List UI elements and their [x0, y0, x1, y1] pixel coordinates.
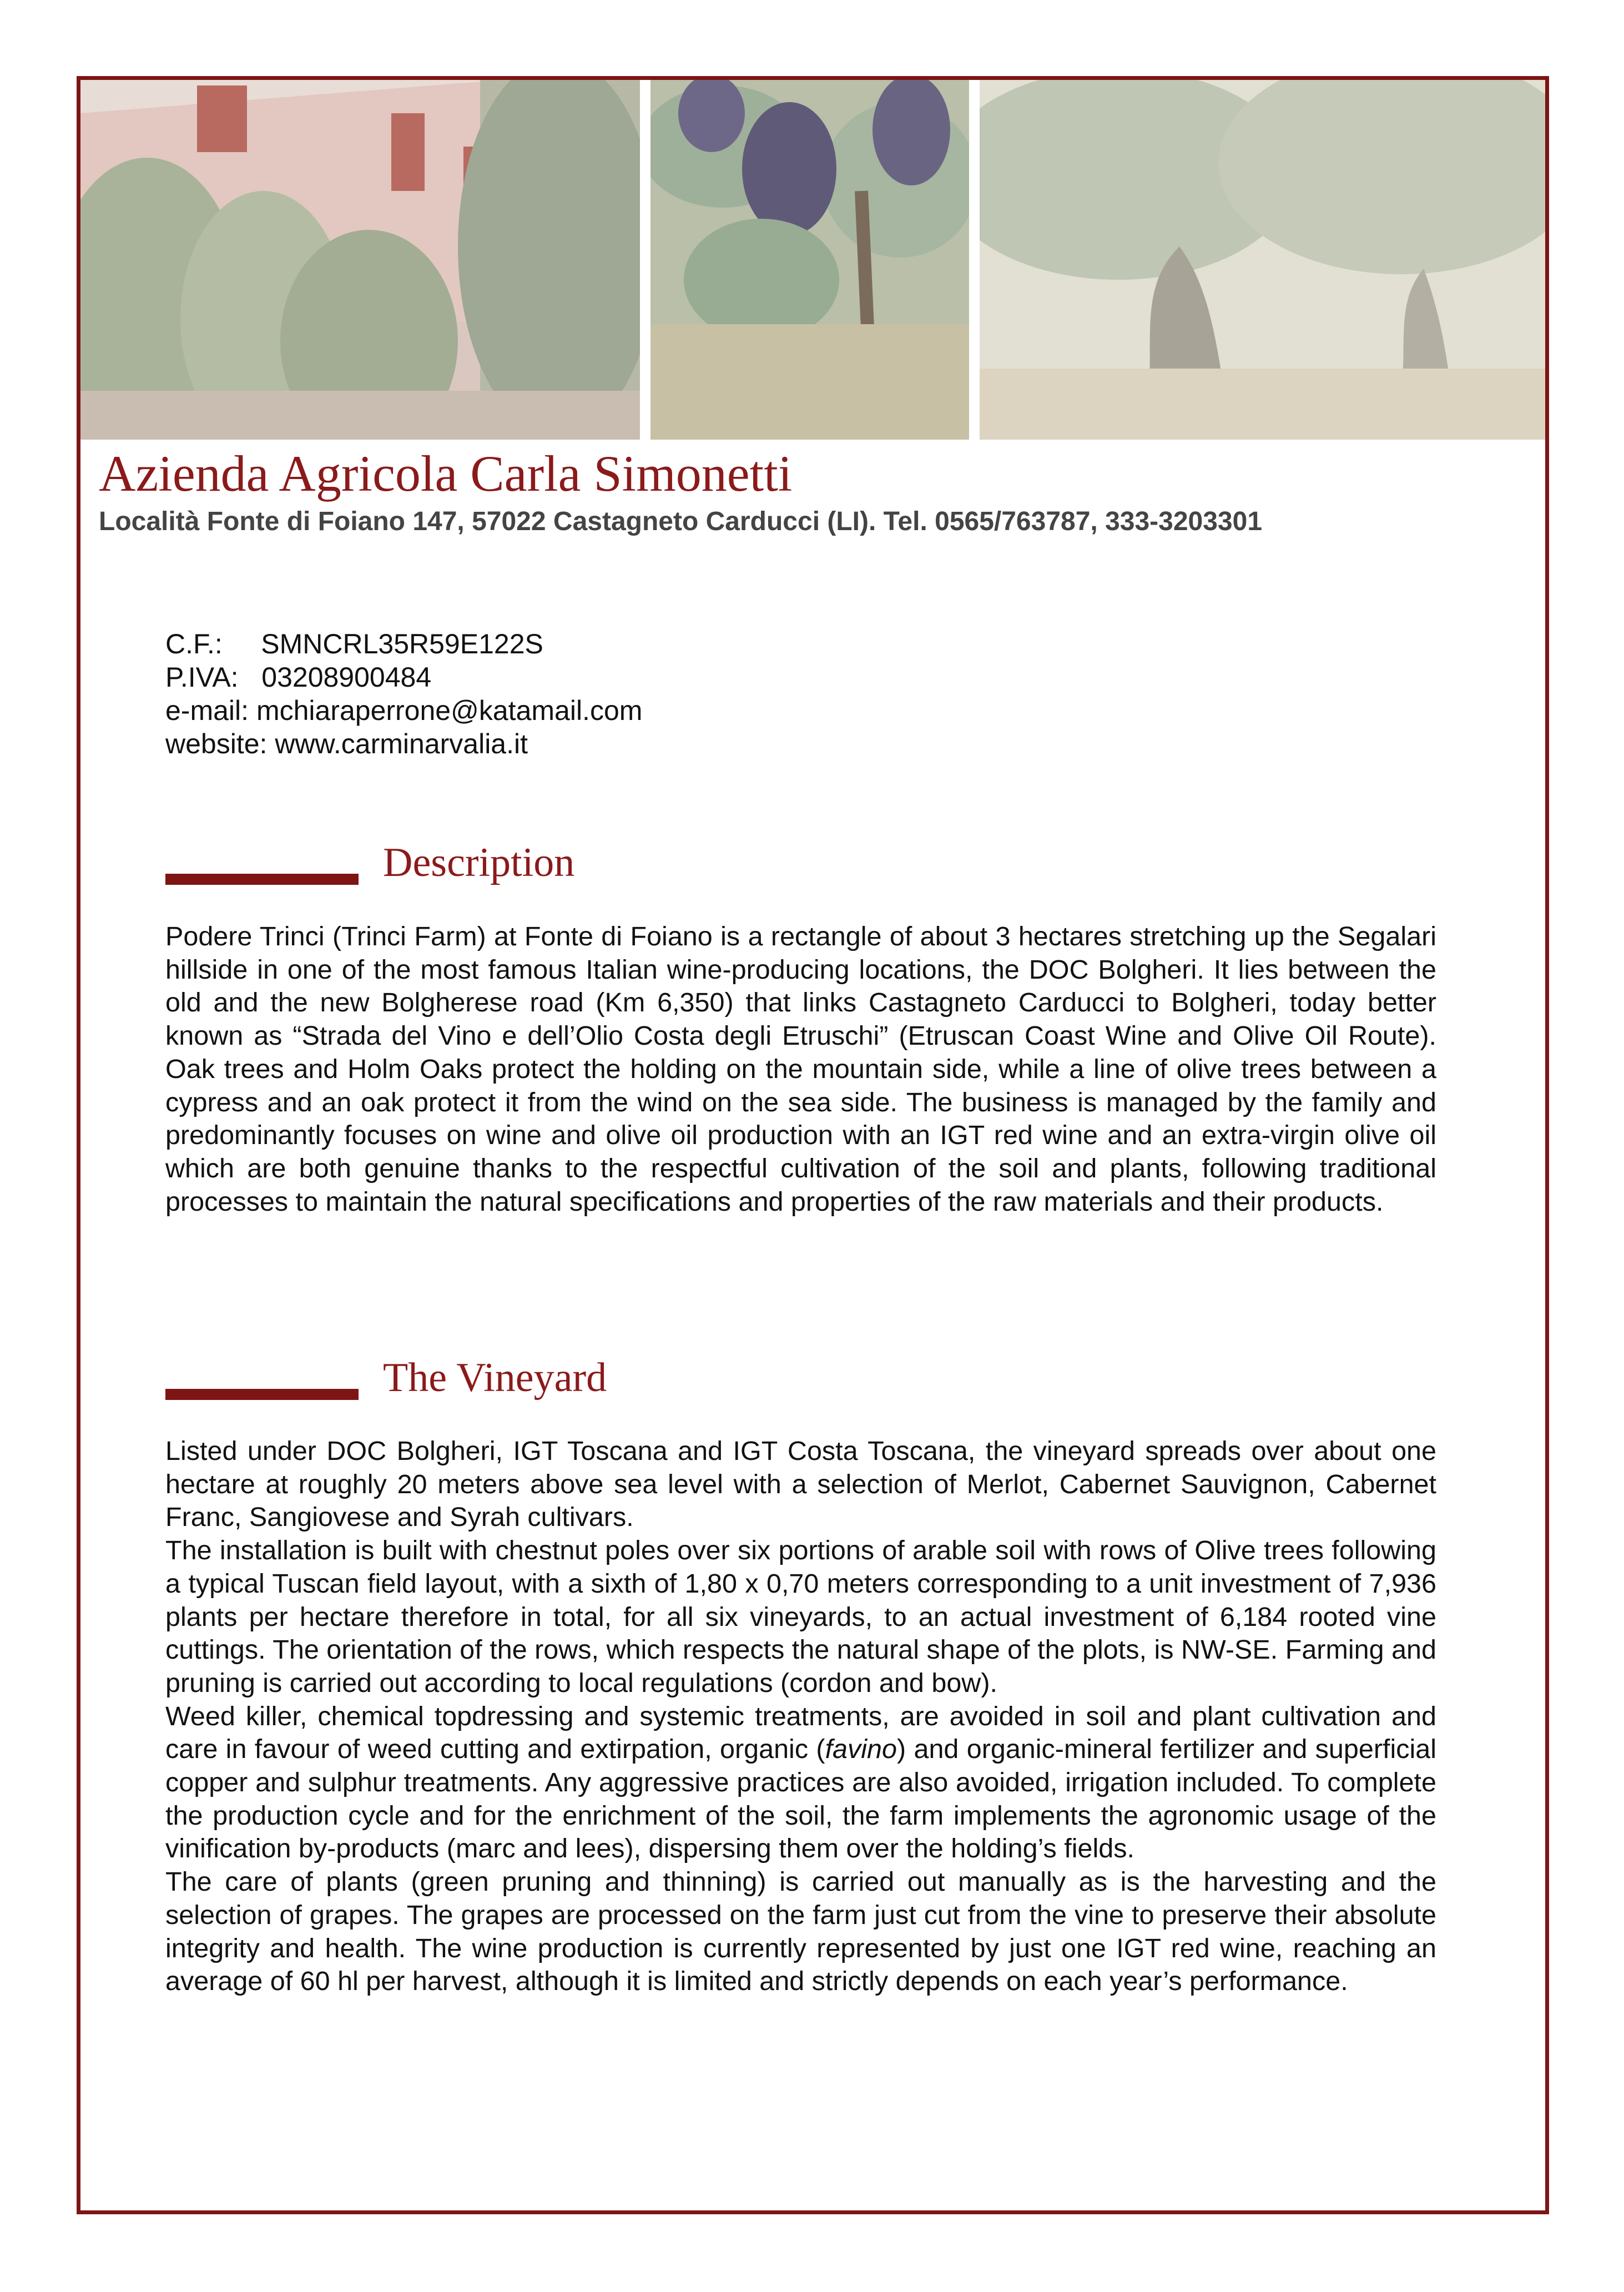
cf-value: SMNCRL35R59E122S	[261, 628, 543, 659]
company-name: Azienda Agricola Carla Simonetti	[99, 445, 793, 502]
description-paragraph: Podere Trinci (Trinci Farm) at Fonte di Foiano is a rectangle of about 3 hectares stretching up the Segalari hillside in one of the most famous Italian wine-producing locations, the DOC Bolgheri. It lies between the old and the new Bolgherese road (Km 6,350) that links Castagneto Carducci to Bolgheri, today better known as “Strada del Vino e dell’Olio Costa degli Etruschi” (Etruscan Coast Wine and Olive Oil Route). Oak trees and Holm Oaks protect the holding on the mountain side, while a line of olive trees between a cypress and an oak protect it from the wind on the sea side. The business is managed by the family and predominantly focuses on wine and olive oil production with an IGT red wine and an extra-virgin olive oil which are both genuine thanks to the respectful cultivation of the soil and plants, following traditional processes to maintain the natural specifications and properties of the raw materials and their products.	[165, 921, 1436, 1217]
email-value[interactable]: mchiaraperrone@katamail.com	[256, 695, 643, 726]
farmhouse-photo	[80, 80, 640, 440]
piva-value: 03208900484	[261, 662, 432, 693]
header-photo-strip	[80, 80, 1545, 440]
company-identifiers	[165, 627, 642, 760]
email-label: e-mail:	[165, 695, 249, 726]
vineyard-paragraph-1: Listed under DOC Bolgheri, IGT Toscana and IGT Costa Toscana, the vineyard spreads over about one hectare at roughly 20 meters above sea level with a selection of Merlot, Cabernet Sauvignon, Cabernet Franc, Sangiovese and Syrah cultivars.	[165, 1436, 1436, 1533]
vineyard-paragraph-3: Weed killer, chemical topdressing and systemic treatments, are avoided in soil and plant cultivation and care in favour of weed cutting and extirpation, organic (favino) and organic-mineral fertilizer and superficial copper and sulphur treatments. Any aggressive practices are also avoided, irrigation included. To complete the production cycle and for the enrichment of the soil, the farm implements the agronomic usage of the vinification by-products (marc and lees), dispersing them over the holding’s fields.	[165, 1701, 1436, 1864]
vineyard-paragraph-2: The installation is built with chestnut poles over six portions of arable soil with rows of Olive trees following a typical Tuscan field layout, with a sixth of 1,80 x 0,70 meters corresponding to a unit investment of 7,936 plants per hectare therefore in total, for all six vineyards, to an actual investment of 6,184 rooted vine cuttings. The orientation of the rows, which respects the natural shape of the plots, is NW-SE. Farming and pruning is carried out according to local regulations (cordon and bow).	[165, 1535, 1436, 1698]
favino-term: favino	[825, 1734, 897, 1765]
company-address: Località Fonte di Foiano 147, 57022 Castagneto Carducci (LI). Tel. 0565/763787, 333-3203301	[99, 507, 1263, 536]
grapes-photo	[650, 80, 969, 440]
cf-label: C.F.:	[165, 628, 223, 659]
website-row	[165, 727, 642, 760]
description-title: Description	[383, 840, 575, 885]
section-bar	[165, 874, 359, 885]
description-text	[165, 920, 1436, 1218]
email-row	[165, 694, 642, 727]
piva-label: P.IVA:	[165, 662, 239, 693]
vineyard-text	[165, 1435, 1436, 1998]
cf-row	[165, 627, 642, 661]
olive-grove-photo	[980, 80, 1545, 440]
vineyard-title: The Vineyard	[383, 1355, 607, 1401]
section-bar	[165, 1389, 359, 1400]
website-label: website:	[165, 728, 268, 759]
vineyard-paragraph-4: The care of plants (green pruning and thinning) is carried out manually as is the harvesting and the selection of grapes. The grapes are processed on the farm just cut from the vine to preserve their absolute integrity and health. The wine production is currently represented by just one IGT red wine, reaching an average of 60 hl per harvest, although it is limited and strictly depends on each year’s performance.	[165, 1867, 1436, 1997]
website-value[interactable]: www.carminarvalia.it	[275, 728, 528, 759]
piva-row	[165, 661, 642, 694]
